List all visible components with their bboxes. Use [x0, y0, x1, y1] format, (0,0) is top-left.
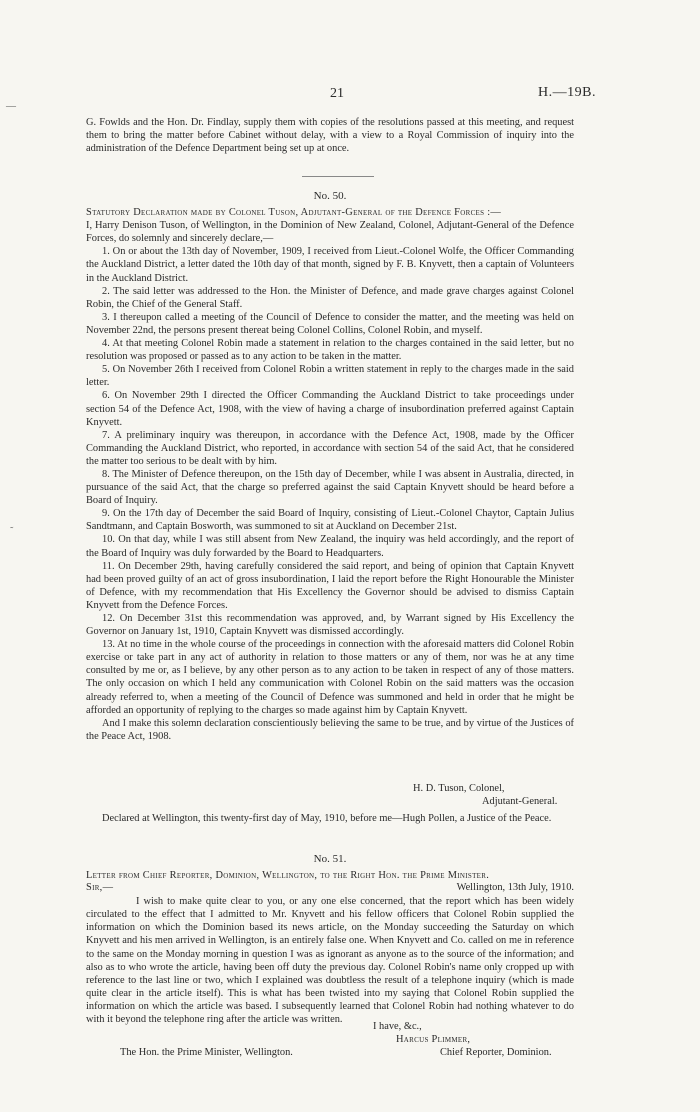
declaration-paragraph: 5. On November 26th I received from Colonel Robin a written statement in reply to the charges made in the said letter.: [86, 364, 574, 389]
declaration-paragraph: 4. At that meeting Colonel Robin made a statement in relation to the charges contained in the said letter, but no resolution was proposed or passed as to any action to be taken in the matter.: [86, 338, 574, 363]
page-number: 21: [330, 86, 344, 101]
declaration-paragraph: 10. On that day, while I was still absent from New Zealand, the inquiry was held accordingly, and the report of the Board of Inquiry was duly forwarded by the Board to Headquarters.: [86, 534, 574, 559]
intro-paragraph: G. Fowlds and the Hon. Dr. Findlay, supply them with copies of the resolutions passed at this meeting, and request them to bring the matter before Cabinet without delay, with a view to a Royal Commission of inquiry into the administration of the Defence Department being set up at once.: [86, 117, 574, 155]
declaration-paragraph: 9. On the 17th day of December the said Board of Inquiry, consisting of Lieut.-Colonel Chaytor, Captain Julius Sandtmann, and Captain Bosworth, was summoned to sit at Auckland on December 21st.: [86, 508, 574, 533]
place-date: Wellington, 13th July, 1910.: [456, 882, 574, 894]
declaration-paragraph: 8. The Minister of Defence thereupon, on the 15th day of December, while I was absent in Australia, directed, in pursuance of the said Act, that the charge so preferred against the said Captain Knyvett should be heard before a Board of Inquiry.: [86, 468, 574, 507]
signature-name: Harcus Plimmer,: [396, 1034, 471, 1045]
declaration-closing: And I make this solemn declaration conscientiously believing the same to be true, and by virtue of the Justices of the Peace Act, 1908.: [86, 717, 574, 742]
section-divider: [302, 176, 374, 177]
intro-block: [86, 116, 574, 155]
signature-name: H. D. Tuson, Colonel,: [413, 783, 505, 794]
declaration-paragraph: 3. I thereupon called a meeting of the Council of Defence to consider the matter, and the meeting was held on November 22nd, the persons present thereat being Colonel Collins, Colonel Robin, and myself.: [86, 311, 574, 336]
signature-title: Adjutant-General.: [482, 796, 558, 807]
section-number: No. 51.: [313, 853, 347, 865]
margin-mark: ˜: [10, 526, 14, 537]
section-heading: Letter from Chief Reporter, Dominion, Wellington, to the Right Hon. the Prime Minister.: [86, 870, 490, 882]
section-no-50: [86, 190, 574, 743]
section-heading: Statutory Declaration made by Colonel Tuson, Adjutant-General of the Defence Forces :—: [86, 207, 502, 219]
addressee: The Hon. the Prime Minister, Wellington.: [120, 1047, 293, 1058]
margin-mark: —: [6, 101, 16, 112]
declared-statement: Declared at Wellington, this twenty-first day of May, 1910, before me—Hugh Pollen, a Justice of the Peace.: [102, 813, 552, 824]
section-no-51: [86, 853, 574, 1026]
declaration-paragraph: 13. At no time in the whole course of the proceedings in connection with the aforesaid matters did Colonel Robin exercise or take part in any act of authority in relation to those matters or any of them, nor was he at any time consulted by me or, as I believe, by any other person as to any action to be taken in respect of any of those matters. The only occasion on which I held any communication with Colonel Robin on the said matters was the occasion already referred to, when a meeting of the Council of Defence was summoned and held in order that he might be afforded an opportunity of replying to the charges so made against him by Captain Knyvett.: [86, 639, 574, 716]
letter-body: I wish to make quite clear to you, or any one else concerned, that the report which has been widely circulated to the effect that I admitted to Mr. Knyvett and his fellow officers that Colonel Robin supplied the information on which the Dominion based its news article, on the Monday succeeding the Saturday on which Knyvett and his men arrived in Wellington, is an entirely false one. When Knyvett and Co. called on me in reference to the same on the Monday morning in question I was as ignorant as anyone as to the source of the information; and also as to who wrote the article, having been off duty the previous day. Colonel Robin's name only cropped up with reference to the last line or two, which I explained was doubtless the result of a telephone inquiry (which is made quite clear in the article itself). This is what has been twisted into my saying that Colonel Robin supplied the information on which the article was based. I subsequently learned that Colonel Robin had nothing whatever to do with it beyond the telephone ring after the article was written.: [86, 896, 574, 1026]
declaration-paragraph: 6. On November 29th I directed the Officer Commanding the Auckland District to take proceedings under section 54 of the Defence Act, 1908, with the view of having a charge of insubordination preferred against Captain Knyvett.: [86, 390, 574, 428]
declared-block: [86, 812, 574, 825]
declaration-paragraph: 12. On December 31st this recommendation was approved, and, by Warrant signed by His Excellency the Governor on January 1st, 1910, Captain Knyvett was dismissed accordingly.: [86, 613, 574, 638]
letter-closing: I have, &c.,: [373, 1021, 422, 1032]
salutation: Sir,—: [86, 882, 114, 894]
declaration-paragraph: 1. On or about the 13th day of November, 1909, I received from Lieut.-Colonel Wolfe, the Officer Commanding the Auckland District, a letter dated the 10th day of that month, signed by F. B. Knyvett, then a captain of Volunteers in the Auckland District.: [86, 246, 574, 284]
document-reference: H.—19B.: [538, 85, 596, 100]
section-number: No. 50.: [313, 190, 347, 202]
salutation-row: [86, 882, 574, 895]
declaration-opening: I, Harry Denison Tuson, of Wellington, in the Dominion of New Zealand, Colonel, Adjutant-General of the Defence Forces, do solemnly and sincerely declare,—: [86, 220, 574, 245]
declaration-paragraph: 7. A preliminary inquiry was thereupon, in accordance with the Defence Act, 1908, made by the Officer Commanding the Auckland District, who reported, in accordance with section 54 of the said Act, that he considered the matter too serious to be dealt with by him.: [86, 429, 574, 467]
declaration-paragraph: 11. On December 29th, having carefully considered the said report, and being of opinion that Captain Knyvett had been proved guilty of an act of gross insubordination, I laid the report before the Right Honourable the Minister of Defence, with my recommendation that His Excellency the Governor should be advised to dismiss Captain Knyvett from the Defence Forces.: [86, 560, 574, 611]
signature-title: Chief Reporter, Dominion.: [440, 1047, 552, 1058]
declaration-paragraph: 2. The said letter was addressed to the Hon. the Minister of Defence, and made grave charges against Colonel Robin, the Chief of the General Staff.: [86, 285, 574, 310]
